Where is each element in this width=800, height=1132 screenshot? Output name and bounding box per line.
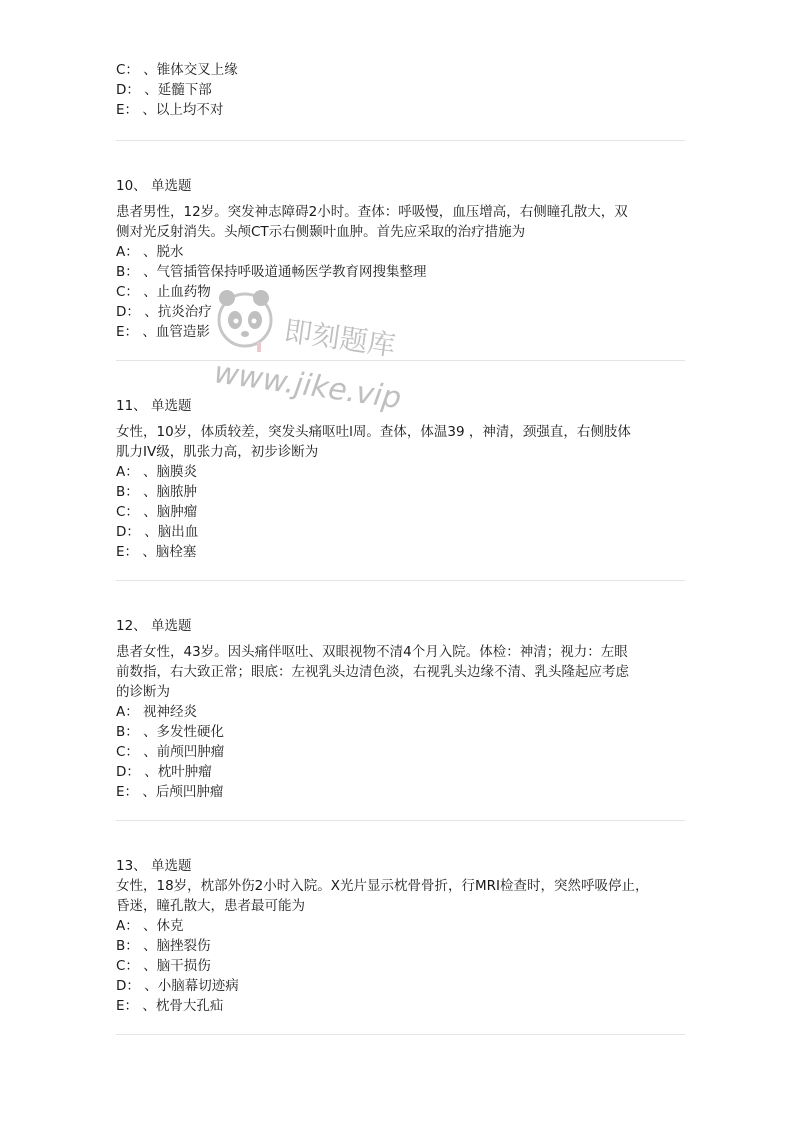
question-stem-line: 患者女性，43岁。因头痛伴呕吐、双眼视物不清4个月入院。体检：神清；视力：左眼 <box>116 644 628 660</box>
divider <box>116 580 685 581</box>
option-c: C： 、脑肿瘤 <box>116 504 198 520</box>
question-header: 12、 单选题 <box>116 618 192 634</box>
question-header: 13、 单选题 <box>116 858 192 874</box>
q9-option-e: E： 、以上均不对 <box>116 102 224 118</box>
option-a: A： 、脑膜炎 <box>116 464 198 480</box>
option-e: E： 、脑栓塞 <box>116 544 197 560</box>
question-stem-line: 昏迷，瞳孔散大，患者最可能为 <box>116 898 305 914</box>
question-stem-line: 侧对光反射消失。头颅CT示右侧颞叶血肿。首先应采取的治疗措施为 <box>116 224 526 240</box>
q9-option-d: D： 、延髓下部 <box>116 82 212 98</box>
watermark <box>205 282 435 432</box>
question-stem-line: 女性，18岁，枕部外伤2小时入院。X光片显示枕骨骨折，行MRI检查时，突然呼吸停止， <box>116 878 649 894</box>
option-d: D： 、小脑幕切迹病 <box>116 978 239 994</box>
panda-logo-icon <box>219 290 271 352</box>
option-e: E： 、枕骨大孔疝 <box>116 998 224 1014</box>
watermark-url: www.jike.vip <box>211 355 404 417</box>
question-header: 11、 单选题 <box>116 398 192 414</box>
question-stem-line: 前数指，右大致正常；眼底：左视乳头边清色淡，右视乳头边缘不清、乳头隆起应考虑 <box>116 664 629 680</box>
watermark-brand: 即刻题库 <box>282 314 398 363</box>
q9-option-c: C： 、锥体交叉上缘 <box>116 62 238 78</box>
option-a: A： 、休克 <box>116 918 184 934</box>
option-c: C： 、脑干损伤 <box>116 958 211 974</box>
option-b: B： 、脑脓肿 <box>116 484 198 500</box>
divider <box>116 360 685 361</box>
question-stem-line: 的诊断为 <box>116 684 170 700</box>
option-c: C： 、前颅凹肿瘤 <box>116 744 225 760</box>
option-e: E： 、后颅凹肿瘤 <box>116 784 224 800</box>
option-c: C： 、止血药物 <box>116 284 211 300</box>
option-b: B： 、多发性硬化 <box>116 724 225 740</box>
question-stem-line: 女性，10岁，体质较差，突发头痛呕吐l周。查体，体温39 ，神清，颈强直，右侧肢体 <box>116 424 631 440</box>
divider <box>116 1034 685 1035</box>
option-b: B： 、脑挫裂伤 <box>116 938 211 954</box>
option-b: B： 、气管插管保持呼吸道通畅医学教育网搜集整理 <box>116 264 427 280</box>
divider <box>116 820 685 821</box>
question-stem-line: 肌力IV级，肌张力高，初步诊断为 <box>116 444 319 460</box>
option-e: E： 、血管造影 <box>116 324 210 340</box>
option-d: D： 、脑出血 <box>116 524 199 540</box>
option-a: A： 、脱水 <box>116 244 184 260</box>
question-stem-line: 患者男性，12岁。突发神志障碍2小时。查体：呼吸慢，血压增高，右侧瞳孔散大，双 <box>116 204 628 220</box>
question-header: 10、 单选题 <box>116 178 192 194</box>
option-a: A： 视神经炎 <box>116 704 198 720</box>
option-d: D： 、枕叶肿瘤 <box>116 764 212 780</box>
option-d: D： 、抗炎治疗 <box>116 304 212 320</box>
divider <box>116 140 685 141</box>
